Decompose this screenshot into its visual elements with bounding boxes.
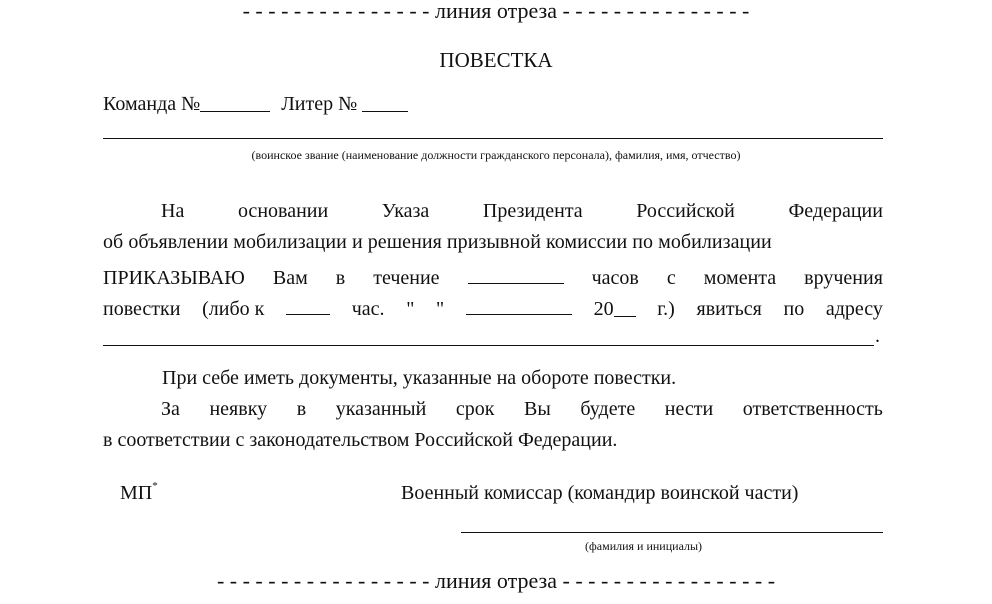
paragraph1-line2: об объявлении мобилизации и решения призывной комиссии по мобилизации — [103, 231, 772, 253]
year-field-group — [594, 296, 636, 321]
p3-word: нести — [664, 398, 714, 420]
cut-line-top: - - - - - - - - - - - - - - - линия отреза - - - - - - - - - - - - - - - — [242, 0, 750, 23]
p1-word: часов — [591, 267, 639, 289]
p1-word: явиться — [696, 298, 762, 320]
p1-word: (либо к — [202, 298, 265, 320]
p1-word: повестки — [103, 298, 181, 320]
p3-word: срок — [455, 398, 495, 420]
p1-word: г.) — [657, 298, 675, 320]
team-label: Команда № — [103, 93, 201, 115]
p1-word: с — [666, 267, 676, 289]
p1-word: Федерации — [788, 200, 883, 222]
liter-number-field[interactable] — [362, 91, 408, 112]
p1-word: адресу — [825, 298, 883, 320]
p3-word: За — [161, 398, 180, 420]
name-caption: (воинское звание (наименование должности гражданского персонала), фамилия, имя, отчество) — [251, 148, 741, 162]
p1-word: На — [161, 200, 185, 222]
commissar-label: Военный комиссар (командир воинской части) — [401, 482, 799, 504]
p1-word: Президента — [482, 200, 583, 222]
signature-caption: (фамилия и инициалы) — [585, 539, 703, 553]
name-field-line[interactable] — [103, 138, 883, 139]
paragraph1-line1 — [103, 200, 883, 223]
quote-open: " — [406, 298, 415, 320]
paragraph3-line1 — [103, 398, 883, 421]
paragraph1-line4 — [103, 294, 883, 321]
team-number-field[interactable] — [200, 91, 270, 112]
address-period: . — [875, 325, 880, 347]
p3-word: в — [296, 398, 307, 420]
stamp-label: МП — [120, 482, 153, 504]
paragraph1-line3 — [103, 263, 883, 290]
paragraph3-line2: в соответствии с законодательством Российской Федерации. — [103, 429, 618, 451]
p1-word: основании — [237, 200, 329, 222]
p1-word: час. — [351, 298, 385, 320]
p1-word: по — [783, 298, 805, 320]
hours-field[interactable] — [468, 263, 564, 284]
p1-word: Указа — [381, 200, 430, 222]
cut-line-bottom: - - - - - - - - - - - - - - - - - линия отреза - - - - - - - - - - - - - - - - - — [216, 568, 776, 593]
p3-word: указанный — [335, 398, 427, 420]
liter-label: Литер № — [281, 93, 358, 115]
p1-word: Российской — [636, 200, 735, 222]
p3-word: будете — [580, 398, 636, 420]
p3-word: ответственность — [742, 398, 883, 420]
p1-word: Вам — [272, 267, 308, 289]
document-title: ПОВЕСТКА — [439, 48, 553, 72]
p3-word: Вы — [524, 398, 551, 420]
signature-field-line[interactable] — [461, 532, 883, 533]
hour-field[interactable] — [286, 294, 330, 315]
p3-word: неявку — [209, 398, 268, 420]
quote-close: " — [436, 298, 445, 320]
p1-word: течение — [373, 267, 440, 289]
address-field-line[interactable] — [103, 345, 874, 346]
paragraph2: При себе иметь документы, указанные на обороте повестки. — [162, 367, 677, 389]
p1-word: ПРИКАЗЫВАЮ — [103, 267, 245, 289]
year-field[interactable] — [614, 296, 636, 317]
date-field[interactable] — [466, 294, 572, 315]
p1-word: в — [335, 267, 346, 289]
year-prefix: 20 — [593, 298, 614, 320]
stamp-place — [120, 482, 158, 505]
team-liter-row — [103, 91, 408, 116]
stamp-footnote: * — [152, 480, 158, 492]
p1-word: момента — [703, 267, 777, 289]
p1-word: вручения — [804, 267, 883, 289]
